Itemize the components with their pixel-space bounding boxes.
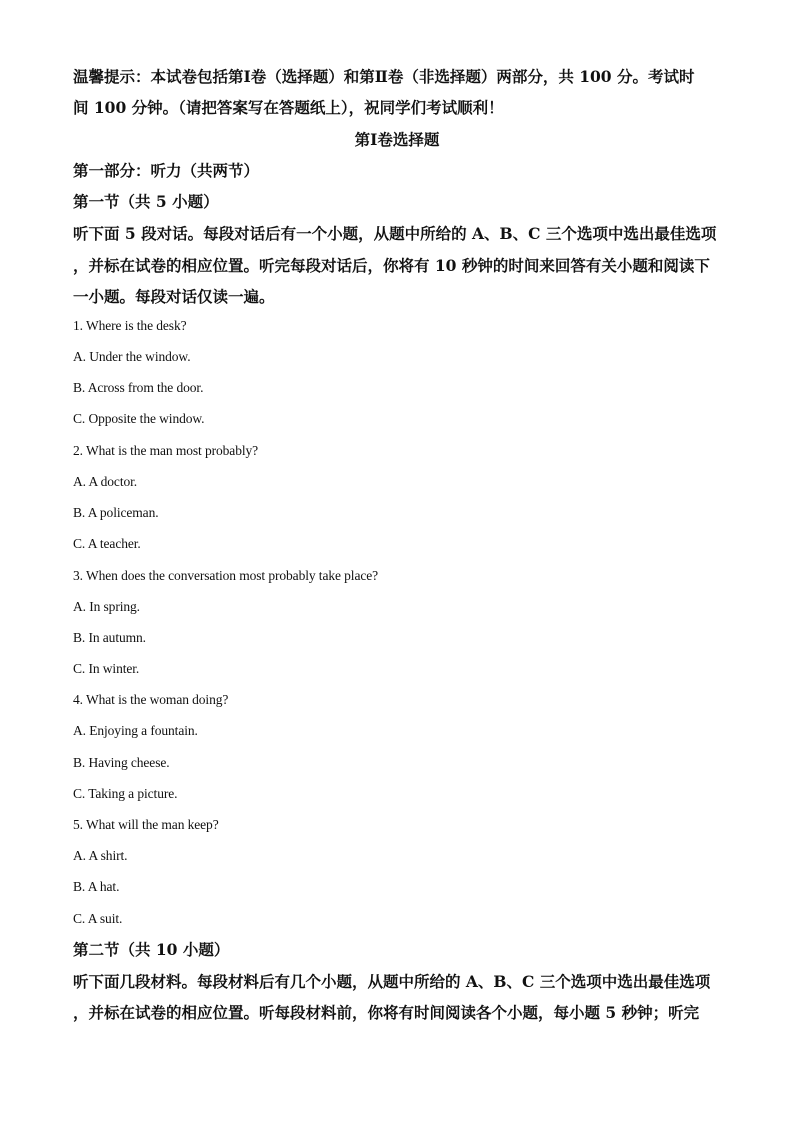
question-5-option-a: A. A shirt. — [73, 848, 128, 863]
question-4-stem: 4. What is the woman doing? — [73, 692, 229, 707]
section1-title: 第一节（共 5 小题） — [73, 192, 219, 211]
question-3-option-b: B. In autumn. — [73, 630, 146, 645]
question-4-option-c: C. Taking a picture. — [73, 786, 178, 801]
question-3-option-c: C. In winter. — [73, 661, 140, 676]
section2-instruction-line-2: ，并标在试卷的相应位置。听每段材料前，你将有时间阅读各个小题，每小题 5 秒钟；听完 — [73, 1003, 700, 1022]
question-2-option-b: B. A policeman. — [73, 505, 159, 520]
question-1-option-b: B. Across from the door. — [73, 380, 204, 395]
part-title: 第一部分：听力（共两节） — [73, 161, 260, 180]
section2-title: 第二节（共 10 小题） — [73, 940, 230, 959]
question-4-option-b: B. Having cheese. — [73, 755, 170, 770]
question-5-option-b: B. A hat. — [73, 879, 120, 894]
section1-instruction-line-1: 听下面 5 段对话。每段对话后有一个小题，从题中所给的 A、B、C 三个选项中选出最佳选项 — [73, 224, 717, 243]
question-1-stem: 1. Where is the desk? — [73, 318, 187, 333]
question-2-option-c: C. A teacher. — [73, 536, 141, 551]
tip-line-2: 间 100 分钟。（请把答案写在答题纸上），祝同学们考试顺利！ — [73, 98, 504, 117]
volume-title: 第Ⅰ卷选择题 — [354, 130, 440, 149]
section1-instruction-line-2: ，并标在试卷的相应位置。听完每段对话后，你将有 10 秒钟的时间来回答有关小题和阅读下 — [73, 256, 710, 275]
question-3-option-a: A. In spring. — [73, 599, 140, 614]
question-2-option-a: A. A doctor. — [73, 474, 138, 489]
question-1-option-c: C. Opposite the window. — [73, 411, 205, 426]
question-2-stem: 2. What is the man most probably? — [73, 443, 259, 458]
question-1-option-a: A. Under the window. — [73, 349, 191, 364]
question-4-option-a: A. Enjoying a fountain. — [73, 723, 198, 738]
section2-instruction-line-1: 听下面几段材料。每段材料后有几个小题，从题中所给的 A、B、C 三个选项中选出最佳选项 — [73, 972, 711, 991]
tip-line-1: 温馨提示：本试卷包括第Ⅰ卷（选择题）和第Ⅱ卷（非选择题）两部分，共 100 分。考试时 — [73, 67, 695, 86]
question-3-stem: 3. When does the conversation most probably take place? — [73, 568, 379, 583]
question-5-stem: 5. What will the man keep? — [73, 817, 219, 832]
question-5-option-c: C. A suit. — [73, 911, 123, 926]
section1-instruction-line-3: 一小题。每段对话仅读一遍。 — [73, 287, 275, 306]
